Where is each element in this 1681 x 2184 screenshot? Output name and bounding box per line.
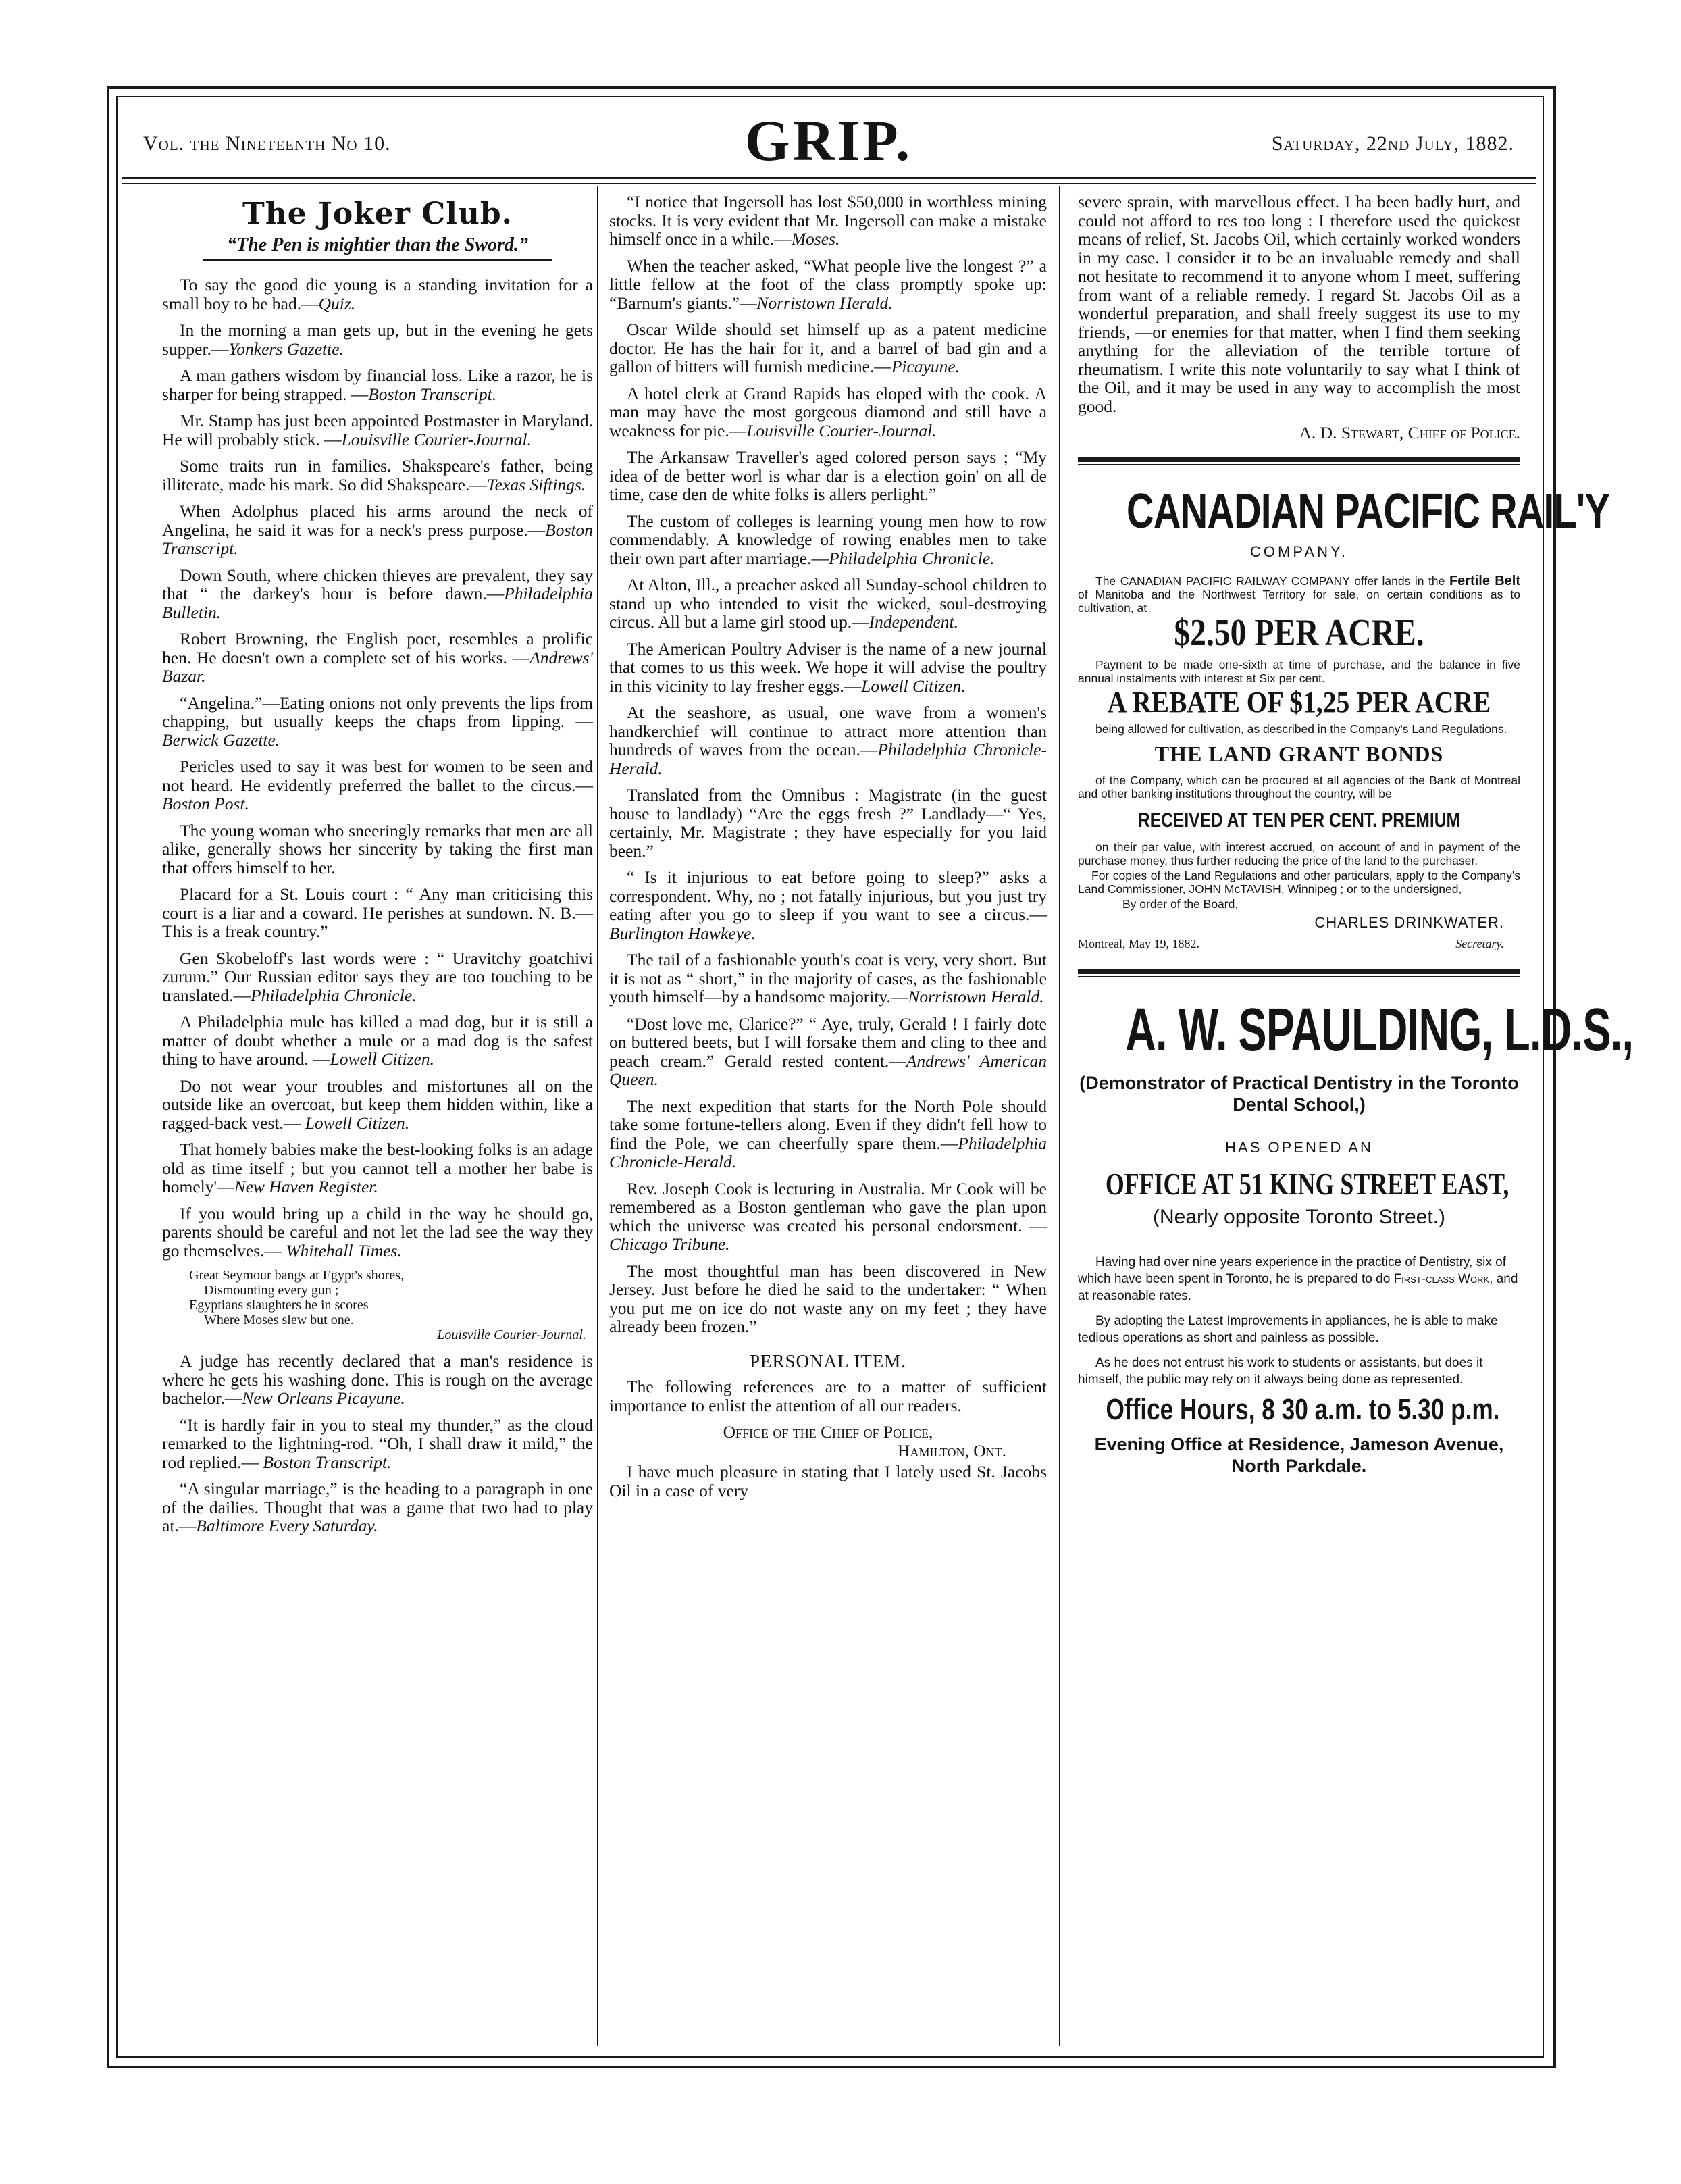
cpr-dateline (1078, 935, 1520, 954)
cpr-bonds-heading: THE LAND GRANT BONDS (1154, 742, 1444, 766)
joke-item (162, 566, 593, 622)
cpr-advert-title: CANADIAN PACIFIC RAIL'Y (1127, 484, 1610, 538)
joke-text: A man gathers wisdom by financial loss. Like a razor, he is sharper for being strapped. — (162, 365, 593, 404)
dentist-name: A. W. SPAULDING, L.D.S., (1125, 996, 1634, 1064)
joke-item (162, 276, 593, 313)
cpr-fertile-belt: Fertile Belt (1449, 574, 1520, 588)
column-divider (597, 186, 598, 2046)
joke-item (162, 821, 593, 878)
joke-source: Quiz. (318, 293, 356, 313)
joke-text: That homely babies make the best-looking folks is an adage old as time itself ; but you cannot tell a mother her babe is homely'— (162, 1140, 593, 1196)
poem-line: Egyptians slaughters he in scores (189, 1298, 369, 1313)
joke-text: Robert Browning, the English poet, resembles a prolific hen. He doesn't own a complete set of his works. — (162, 629, 593, 667)
column-1 (162, 193, 593, 1544)
joke-text: The American Poultry Adviser is the name of a new journal that comes to us this week. We hope it will advise the poultry in this vicinity to lay fresher eggs.— (609, 638, 1047, 696)
joke-list (162, 276, 593, 1260)
joke-item (609, 512, 1047, 568)
joke-source: Norristown Herald. (756, 293, 893, 313)
cpr-rebate-note: being allowed for cultivation, as described in the Company's Land Regulations. (1095, 722, 1507, 736)
dentist-opened: HAS OPENED AN (1225, 1139, 1373, 1156)
joke-text: “ Is it injurious to eat before going to sleep?” asks a correspondent. Why, no ; not fatally injurious, but you just try eating after you go to sleep if you want to see a circus.— (609, 867, 1047, 924)
joke-item (609, 576, 1047, 632)
joke-source: Philadelphia Bulletin. (162, 584, 593, 622)
dentist-experience-end: , and at reasonable rates. (1078, 1271, 1518, 1303)
cpr-bonds-note: of the Company, which can be procured at all agencies of the Bank of Montreal and other banking institutions throughout the country, will be (1078, 773, 1520, 801)
joke-text: At the seashore, as usual, one wave from a women's handkerchief will continue to attract more attention than hundreds of waves from the ocean.— (609, 703, 1047, 759)
letter-body: I have much pleasure in stating that I lately used St. Jacobs Oil in a case of very (609, 1462, 1047, 1500)
advert-divider (1078, 969, 1520, 977)
joke-source: Boston Post. (162, 794, 249, 813)
poem-attribution: —Louisville Courier-Journal. (425, 1327, 586, 1342)
joke-source: Lowell Citizen. (861, 676, 966, 696)
cpr-by-order: By order of the Board, (1122, 897, 1239, 911)
joke-source: Philadelphia Chronicle-Herald. (609, 1133, 1047, 1171)
cpr-place-date: Montreal, May 19, 1882. (1078, 936, 1199, 950)
column-2 (609, 193, 1047, 1508)
joke-text: Some traits run in families. Shakspeare's father, being illiterate, made his mark. So did Shakspeare.— (162, 456, 593, 494)
joke-text: “I notice that Ingersoll has lost $50,000 in worthless mining stocks. It is very evident that Mr. Ingersoll can make a mistake himself once in a while.— (609, 192, 1047, 249)
issue-date: Saturday, 22nd July, 1882. (1271, 132, 1514, 155)
cpr-company-label: COMPANY. (1250, 542, 1348, 560)
joke-item (162, 1416, 593, 1472)
joke-item (162, 411, 593, 449)
cpr-offer-text-end: of Manitoba and the Northwest Territory for sale, on certain conditions as to cultivation, at (1078, 588, 1520, 615)
cpr-premium: RECEIVED AT TEN PER CENT. PREMIUM (1137, 809, 1461, 832)
joke-item (609, 257, 1047, 313)
joke-text: In the morning a man gets up, but in the evening he gets supper.— (162, 320, 593, 359)
cpr-rebate: A REBATE OF $1,25 PER ACRE (1107, 685, 1491, 719)
joke-source: Boston Transcript. (263, 1452, 392, 1472)
joke-item (609, 1015, 1047, 1089)
joke-item (162, 1352, 593, 1408)
joke-source: Chicago Tribune. (609, 1234, 730, 1254)
joke-text: The young woman who sneeringly remarks that men are all alike, generally shows her sincerity by taking the first man that offers himself to her. (162, 820, 593, 878)
poem-line: Where Moses slew but one. (204, 1313, 354, 1327)
joke-item (162, 885, 593, 941)
dentist-office-address: OFFICE AT 51 KING STREET EAST, (1105, 1166, 1509, 1201)
joke-list (162, 1352, 593, 1535)
joke-source: Baltimore Every Saturday. (196, 1516, 378, 1535)
divider (203, 259, 552, 261)
joke-source: Philadelphia Chronicle. (251, 985, 417, 1005)
poem-line: Great Seymour bangs at Egypt's shores, (189, 1268, 404, 1283)
joke-list (609, 193, 1047, 1336)
joke-source: Louisville Courier-Journal. (341, 429, 532, 449)
letter-continued: severe sprain, with marvellous effect. I ha been badly hurt, and could not afford to res too long : I therefore used the quickest means of relief, St. Jacobs Oil, which certainly worked wonders in my case. I consider it to be an invaluable remedy and shall not hesitate to recommend it to anyone whom I meet, suffering from want of a reliable remedy. I regard St. Jacobs Oil as a wonderful preparation, and shall freely suggest its use to my friends, —or enemies for that matter, when I find them seeking anything for the alleviation of the terrible torture of rheumatism. I write this note voluntarily to say what I think of the Oil, and it may be used in any way to accomplish the most good. (1078, 192, 1520, 416)
joke-source: Yonkers Gazette. (228, 338, 344, 359)
joke-item (609, 786, 1047, 860)
dentist-assurance: As he does not entrust his work to students or assistants, but does it himself, the public may rely on it always being done as represented. (1078, 1355, 1483, 1387)
joke-text: The custom of colleges is learning young men how to row commendably. A knowledge of rowing enables men to take their own part after marriage.— (609, 511, 1047, 568)
joke-text: A Philadelphia mule has killed a mad dog, but it is still a matter of doubt whether a mule or a mad dog is the safest thing to have around. — (162, 1012, 593, 1069)
cpr-secretary: Secretary. (1455, 936, 1504, 950)
volume-number: Vol. the Nineteenth No 10. (143, 132, 391, 155)
joke-item (162, 757, 593, 813)
cpr-offer-text: The CANADIAN PACIFIC RAILWAY COMPANY offer lands in the (1095, 574, 1449, 588)
masthead-rule (122, 177, 1536, 184)
dentist-experience (1078, 1254, 1520, 1304)
dentist-hours: Office Hours, 8 30 a.m. to 5.30 p.m. (1106, 1392, 1500, 1426)
joke-item (609, 448, 1047, 504)
joke-source: New Haven Register. (234, 1177, 378, 1196)
joke-text: Oscar Wilde should set himself up as a patent medicine doctor. He has the hair for it, and a barrel of bad gin and a gallon of bitters will furnish medicine.— (609, 320, 1047, 376)
joke-item (609, 320, 1047, 376)
joke-source: Philadelphia Chronicle. (828, 548, 995, 568)
joke-source: Moses. (791, 229, 840, 249)
cpr-offer (1078, 574, 1520, 615)
joke-text: A judge has recently declared that a man's residence is where he gets his washing done. This is rough on the average bachelor.— (162, 1351, 593, 1408)
dentist-credentials: (Demonstrator of Practical Dentistry in the Toronto Dental School,) (1079, 1073, 1519, 1115)
joke-item (162, 630, 593, 686)
letter-office: Office of the Chief of Police, (723, 1422, 933, 1442)
joke-item (609, 1179, 1047, 1254)
joke-source: Lowell Citizen. (305, 1113, 410, 1133)
joke-text: The tail of a fashionable youth's coat is very, very short. But it is not as “ short,” in the majority of cases, as the fashionable youth himself—by a handsome majority.— (609, 950, 1047, 1007)
joke-item (609, 193, 1047, 249)
joke-source: Picayune. (891, 357, 960, 376)
joke-text: Gen Skobeloff's last words were : “ Uravitchy goatchivi zurum.” Our Russian editor says they are too touching to be translated.— (162, 948, 593, 1005)
joke-text: To say the good die young is a standing invitation for a small boy to be bad.— (162, 275, 593, 313)
joke-source: Andrews' American Queen. (609, 1050, 1048, 1089)
joke-source: Andrews' Bazar. (162, 647, 593, 686)
cpr-price: $2.50 PER ACRE. (1174, 612, 1424, 654)
section-title: The Joker Club. (242, 197, 513, 231)
joke-text: A hotel clerk at Grand Rapids has eloped with the cook. A man may have the most gorgeous diamond and still have a weakness for pie.— (609, 383, 1047, 440)
joke-text: “Angelina.”—Eating onions not only prevents the lips from chapping, but usually keeps the chaps from lipping. — (162, 692, 593, 731)
personal-item-heading: PERSONAL ITEM. (749, 1350, 906, 1371)
cpr-par-value: on their par value, with interest accrued, on account of and in payment of the purchase money, thus further reducing the price of the land to the purchaser. (1078, 840, 1520, 867)
joke-item (609, 703, 1047, 778)
dentist-experience-text: Having had over nine years experience in the practice of Dentistry, six of which have been spent in Toronto, he is prepared to do (1078, 1254, 1506, 1286)
joke-source: Louisville Courier-Journal. (746, 420, 937, 440)
joke-text: When Adolphus placed his arms around the neck of Angelina, he said it was for a neck's press purpose.— (162, 501, 593, 540)
joke-text: The next expedition that starts for the North Pole should take some fortune-tellers along. Even if they didn't fell how to find the Pole, we can cheerfully spare them.— (609, 1096, 1047, 1153)
dentist-evening-office: Evening Office at Residence, Jameson Avenue, North Parkdale. (1094, 1434, 1504, 1476)
poem (189, 1268, 593, 1342)
joke-text: Placard for a St. Louis court : “ Any man criticising this court is a liar and a coward. He perishes at sundown. N. B.—This is a freak country.” (162, 884, 593, 941)
joke-text: “It is hardly fair in you to steal my thunder,” as the cloud remarked to the lightning-rod. “Oh, I shall draw it mild,” the rod replied.— (162, 1415, 593, 1472)
joke-text: Rev. Joseph Cook is lecturing in Australia. Mr Cook will be remembered as a Boston gentleman who gave the plan upon which the universe was created his personal endorsment. — (609, 1178, 1047, 1236)
joke-text: When the teacher asked, “What people live the longest ?” a little fellow at the foot of the class promptly spoke up: “Barnum's giants.”— (609, 255, 1047, 313)
joke-source: Boston Transcript. (368, 384, 497, 404)
joke-text: Pericles used to say it was best for women to be seen and not heard. He evidently preferred the ballet to the circus.— (162, 757, 593, 795)
advert-divider (1078, 457, 1520, 465)
joke-text: Down South, where chicken thieves are prevalent, they say that “ the darkey's hour is before dawn.— (162, 565, 593, 603)
dentist-landmark: (Nearly opposite Toronto Street.) (1153, 1206, 1445, 1228)
joke-item (609, 868, 1047, 942)
joke-item (162, 1077, 593, 1133)
joke-item (162, 1140, 593, 1196)
joke-item (162, 502, 593, 558)
joke-text: The most thoughtful man has been discovered in New Jersey. Just before he died he said to the undertaker: “ When you put me on ice do not waste any on my feet ; they have already been frozen.” (609, 1261, 1047, 1336)
joke-text: At Alton, Ill., a preacher asked all Sunday-school children to stand up who intended to visit the wicked, soul-destroying circus. All but a lame girl stood up.— (609, 575, 1047, 632)
joke-item (609, 950, 1047, 1007)
joke-item (609, 1097, 1047, 1171)
section-motto: “The Pen is mightier than the Sword.” (227, 234, 528, 255)
joke-item (609, 1262, 1047, 1336)
joke-text: “A singular marriage,” is the heading to a paragraph in one of the dailies. Thought that was a game that two had to play at.— (162, 1479, 593, 1535)
joke-text: “Dost love me, Clarice?” “ Aye, truly, Gerald ! I fairly dote on buttered beets, but I will forsake them and cling to thee and peach cream.” Gerald rested content.— (609, 1013, 1047, 1071)
joke-item (162, 321, 593, 358)
joke-text: The Arkansaw Traveller's aged colored person says ; “My idea of de better worl is whar dar is a election goin' on all de time, case den de white folks is allers perlight.” (609, 447, 1047, 504)
joke-text: Mr. Stamp has just been appointed Postmaster in Maryland. He will probably stick. — (162, 411, 593, 449)
publication-title: GRIP. (744, 108, 913, 173)
column-3 (1078, 192, 1634, 1477)
joke-item (162, 1479, 593, 1535)
joke-item (162, 949, 593, 1005)
cpr-copies: For copies of the Land Regulations and other particulars, apply to the Company's Land Commissioner, JOHN McTAVISH, Winnipeg ; or to the undersigned, (1078, 869, 1520, 896)
joke-text: Translated from the Omnibus : Magistrate (in the guest house to landlady) “Are the eggs fresh ?” Landlady—“ Yes, certainly, Mr. Magistrate ; they have especially for you laid been.” (609, 785, 1047, 861)
personal-item-intro: The following references are to a matter of sufficient importance to enlist the attention of all our readers. (609, 1377, 1047, 1415)
joke-source: New Orleans Picayune. (242, 1388, 405, 1408)
joke-source: Berwick Gazette. (162, 730, 280, 750)
joke-source: Whitehall Times. (286, 1240, 402, 1261)
joke-item (609, 384, 1047, 440)
cpr-signer: CHARLES DRINKWATER. (1314, 914, 1504, 931)
joke-source: Boston Transcript. (162, 519, 593, 558)
letter-city: Hamilton, Ont. (898, 1440, 1006, 1461)
letter-signature (1078, 424, 1520, 442)
joke-source: Burlington Hawkeye. (609, 923, 756, 943)
joke-text: If you would bring up a child in the way he should go, parents should be careful and not let the lad see the way they go themselves.— (162, 1203, 593, 1261)
joke-item (162, 1013, 593, 1069)
poem-line: Dismounting every gun ; (204, 1283, 339, 1298)
dentist-improvements: By adopting the Latest Improvements in appliances, he is able to make tedious operations as short and painless as possible. (1078, 1313, 1498, 1345)
joke-item (162, 694, 593, 750)
joke-text: Do not wear your troubles and misfortunes all on the outside like an overcoat, but keep them hidden within, like a ragged-back vest.— (162, 1075, 593, 1133)
joke-source: Norristown Herald. (908, 987, 1044, 1007)
joke-item (162, 1204, 593, 1261)
joke-item (609, 640, 1047, 696)
joke-source: Lowell Citizen. (330, 1049, 435, 1069)
dentist-first-class: First-class Work (1393, 1271, 1490, 1286)
joke-item (162, 457, 593, 494)
cpr-payment: Payment to be made one-sixth at time of purchase, and the balance in five annual instalments with interest at Six per cent. (1078, 657, 1520, 685)
masthead (116, 101, 1541, 182)
column-divider (1059, 186, 1060, 2046)
letter-signature-text: A. D. Stewart, Chief of Police. (1299, 423, 1520, 442)
joke-source: Philadelphia Chronicle-Herald. (609, 740, 1047, 778)
joke-source: Independent. (869, 612, 958, 632)
joke-item (162, 366, 593, 403)
joke-source: Texas Siftings. (486, 474, 586, 494)
